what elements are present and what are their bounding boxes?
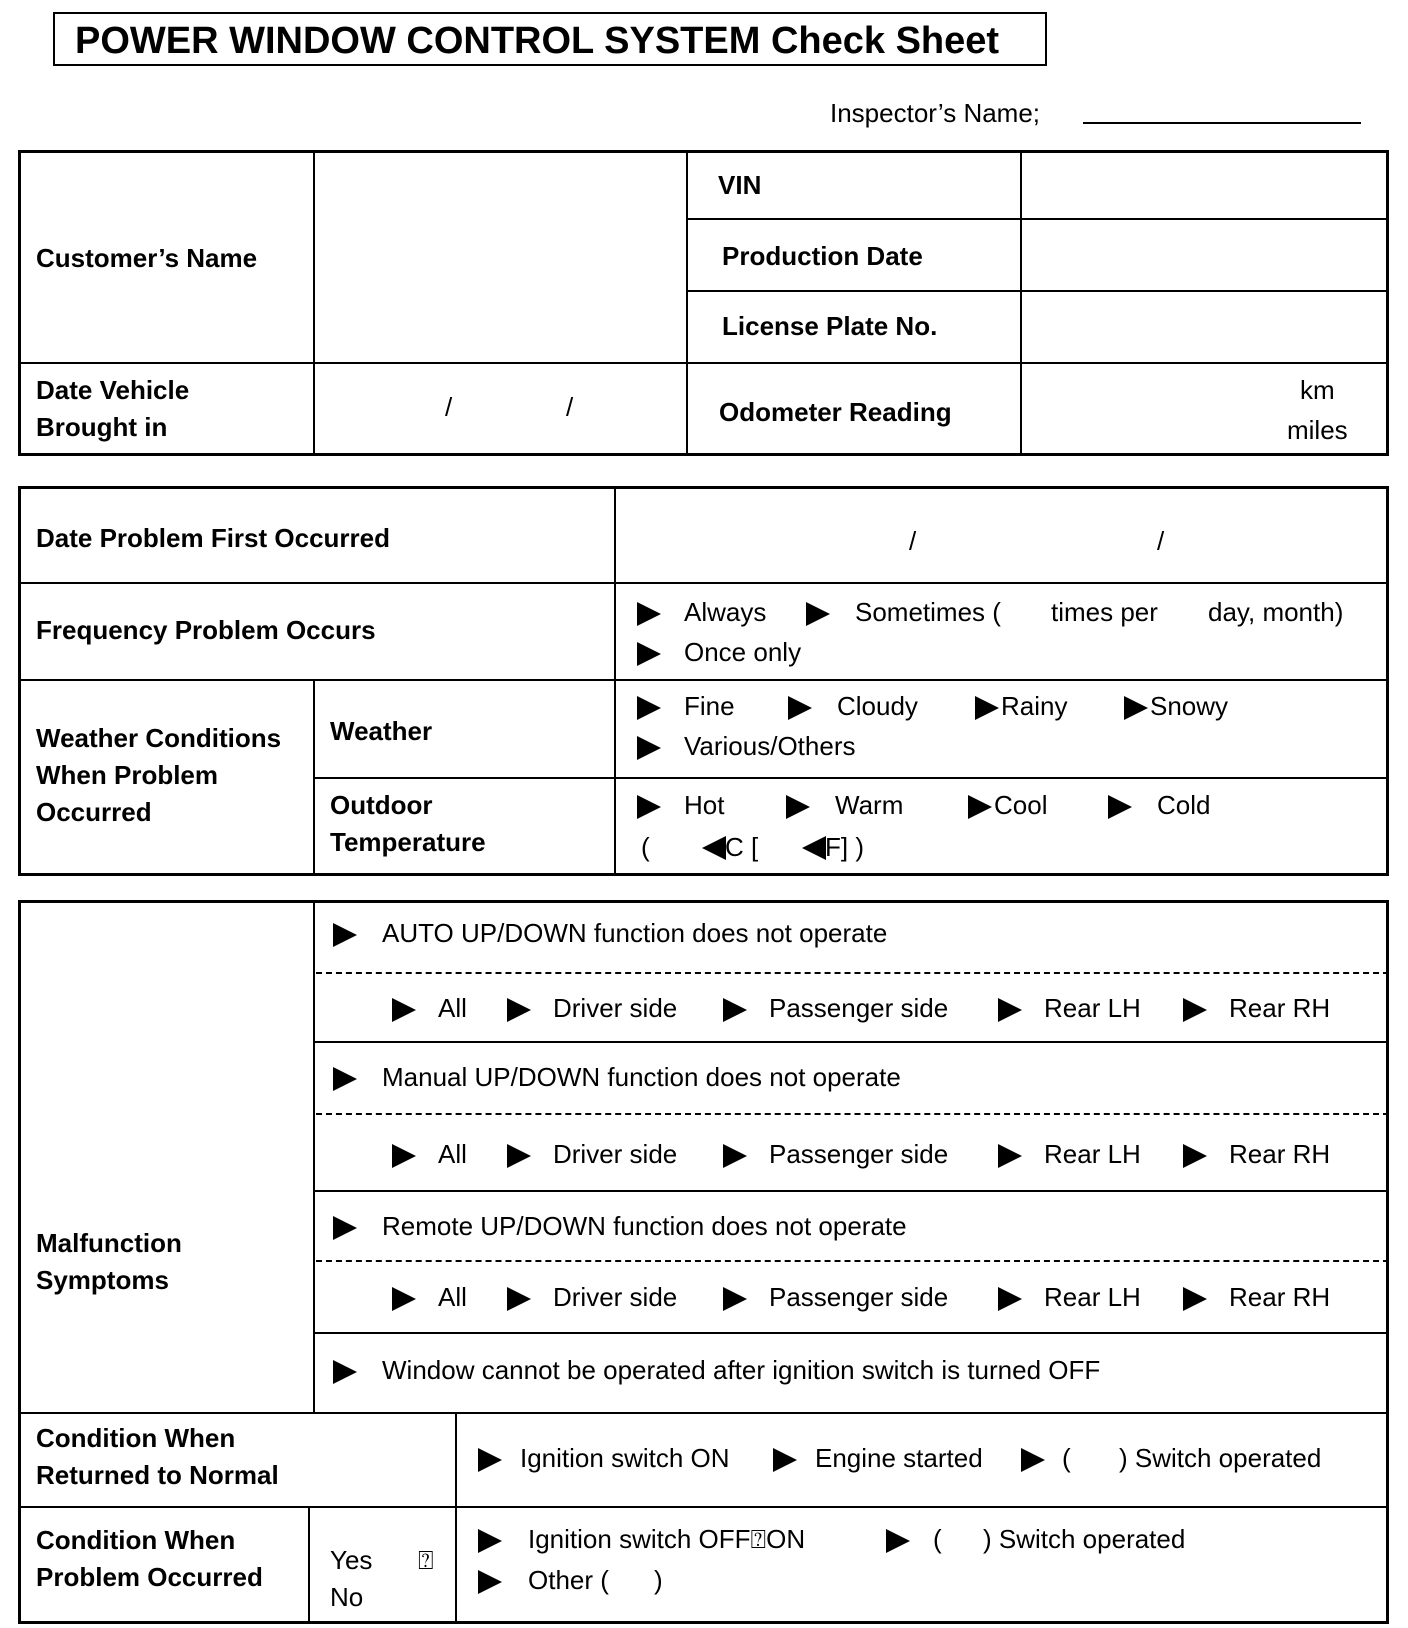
dashed-divider — [316, 972, 1389, 974]
paren-open: ( — [1062, 1443, 1071, 1473]
checkbox-arrow-icon[interactable] — [333, 923, 357, 947]
option-rear-rh: Rear RH — [1229, 1139, 1331, 1169]
checkbox-arrow-icon[interactable] — [723, 1144, 747, 1168]
checkbox-arrow-icon[interactable] — [637, 642, 661, 666]
option-switch-operated: ) Switch operated — [1119, 1443, 1322, 1473]
malfunction-label-l2: Symptoms — [36, 1265, 169, 1295]
option-all: All — [438, 1282, 467, 1312]
checkbox-arrow-icon[interactable] — [392, 1144, 416, 1168]
date-separator: / — [1157, 526, 1165, 556]
option-driver-side: Driver side — [553, 993, 678, 1023]
title-box — [53, 12, 1047, 66]
vin-label: VIN — [718, 170, 762, 200]
degree-arrow-icon — [802, 836, 826, 860]
checkbox-arrow-icon[interactable] — [637, 602, 661, 626]
option-cool: Cool — [994, 790, 1048, 820]
divider — [308, 1506, 310, 1624]
symptom-manual: Manual UP/DOWN function does not operate — [382, 1062, 901, 1092]
outdoor-temp-label-l1: Outdoor — [330, 790, 433, 820]
checkbox-arrow-icon[interactable] — [507, 1287, 531, 1311]
symptom-ignition-off: Window cannot be operated after ignition switch is turned OFF — [382, 1355, 1101, 1385]
option-yes[interactable]: Yes — [330, 1545, 373, 1575]
option-switch-operated: ) Switch operated — [983, 1524, 1186, 1554]
option-all: All — [438, 993, 467, 1023]
paren-open: ( — [933, 1524, 942, 1554]
weather-conditions-label-l1: Weather Conditions — [36, 723, 282, 753]
checkbox-arrow-icon[interactable] — [998, 1287, 1022, 1311]
checkbox-arrow-icon[interactable] — [478, 1529, 502, 1553]
checkbox-arrow-icon[interactable] — [637, 736, 661, 760]
checkbox-arrow-icon[interactable] — [998, 998, 1022, 1022]
option-driver-side: Driver side — [553, 1139, 678, 1169]
dashed-divider — [316, 1260, 1389, 1262]
divider — [313, 900, 315, 1414]
option-warm: Warm — [835, 790, 904, 820]
occurred-label-l1: Condition When — [36, 1525, 236, 1555]
option-other: Other ( — [528, 1565, 609, 1595]
option-rainy: Rainy — [1001, 691, 1068, 721]
option-times-per: times per — [1051, 597, 1158, 627]
checkbox-arrow-icon[interactable] — [392, 1287, 416, 1311]
date-brought-in-label-l2: Brought in — [36, 412, 168, 442]
option-snowy: Snowy — [1150, 691, 1229, 721]
checkbox-arrow-icon[interactable] — [478, 1448, 502, 1472]
option-ignition-on: Ignition switch ON — [520, 1443, 730, 1473]
symptom-remote: Remote UP/DOWN function does not operate — [382, 1211, 907, 1241]
checkbox-arrow-icon[interactable] — [637, 795, 661, 819]
date-separator: / — [909, 526, 917, 556]
option-cold: Cold — [1157, 790, 1211, 820]
date-separator: / — [445, 392, 453, 422]
temp-fahrenheit: F] ) — [825, 832, 864, 862]
option-rear-lh: Rear LH — [1044, 993, 1141, 1023]
checkbox-arrow-icon[interactable] — [886, 1529, 910, 1553]
divider — [1020, 150, 1022, 456]
divider — [18, 679, 1389, 681]
option-sometimes: Sometimes ( — [855, 597, 1001, 627]
option-rear-lh: Rear LH — [1044, 1139, 1141, 1169]
divider — [313, 1332, 1389, 1334]
checkbox-arrow-icon[interactable] — [773, 1448, 797, 1472]
option-day-month: day, month) — [1208, 597, 1344, 627]
divider — [18, 582, 1389, 584]
page-title: POWER WINDOW CONTROL SYSTEM Check Sheet — [75, 20, 1000, 62]
checkbox-arrow-icon[interactable] — [788, 696, 812, 720]
checkbox-arrow-icon[interactable] — [975, 696, 999, 720]
checkbox-arrow-icon[interactable] — [1108, 795, 1132, 819]
checkbox-arrow-icon[interactable] — [1183, 998, 1207, 1022]
checkbox-arrow-icon[interactable] — [723, 998, 747, 1022]
checkbox-arrow-icon[interactable] — [392, 998, 416, 1022]
outdoor-temp-label-l2: Temperature — [330, 827, 486, 857]
checkbox-arrow-icon[interactable] — [1183, 1144, 1207, 1168]
occurred-label-l2: Problem Occurred — [36, 1562, 263, 1592]
temp-celsius: C [ — [725, 832, 759, 862]
option-once-only: Once only — [684, 637, 802, 667]
option-no[interactable]: No — [330, 1582, 364, 1612]
option-cloudy: Cloudy — [837, 691, 918, 721]
divider — [455, 1412, 457, 1624]
divider — [313, 150, 315, 456]
weather-conditions-label-l3: Occurred — [36, 797, 152, 827]
option-ignition-off-on: Ignition switch OFF⍰ON — [528, 1524, 806, 1554]
option-passenger-side: Passenger side — [769, 1139, 949, 1169]
dashed-divider — [316, 1113, 1389, 1115]
inspector-label: Inspector’s Name; — [830, 98, 1041, 128]
odometer-label: Odometer Reading — [719, 397, 952, 427]
yes-mark-icon: ⍰ — [418, 1545, 434, 1575]
checkbox-arrow-icon[interactable] — [333, 1360, 357, 1384]
checkbox-arrow-icon[interactable] — [1021, 1448, 1045, 1472]
divider — [686, 150, 688, 456]
production-date-label: Production Date — [722, 241, 923, 271]
option-various: Various/Others — [684, 731, 856, 761]
checkbox-arrow-icon[interactable] — [998, 1144, 1022, 1168]
option-rear-rh: Rear RH — [1229, 1282, 1331, 1312]
malfunction-label-l1: Malfunction — [36, 1228, 182, 1258]
checkbox-arrow-icon[interactable] — [507, 1144, 531, 1168]
production-date-field[interactable] — [1023, 221, 1386, 289]
temp-open-paren: ( — [641, 832, 650, 862]
divider — [313, 1190, 1389, 1192]
date-brought-in-label-l1: Date Vehicle — [36, 375, 190, 405]
checkbox-arrow-icon[interactable] — [1183, 1287, 1207, 1311]
divider — [18, 1506, 1389, 1508]
option-always: Always — [684, 597, 767, 627]
divider — [614, 486, 616, 876]
checkbox-arrow-icon[interactable] — [786, 795, 810, 819]
checkbox-arrow-icon[interactable] — [333, 1216, 357, 1240]
inspector-name-field[interactable] — [1083, 122, 1361, 124]
other-close-paren: ) — [654, 1565, 663, 1595]
option-fine: Fine — [684, 691, 735, 721]
checkbox-arrow-icon[interactable] — [507, 998, 531, 1022]
checkbox-arrow-icon[interactable] — [1124, 696, 1148, 720]
option-hot: Hot — [684, 790, 725, 820]
option-rear-rh: Rear RH — [1229, 993, 1331, 1023]
divider — [313, 777, 1389, 779]
date-separator: / — [566, 392, 574, 422]
customer-name-label: Customer’s Name — [36, 243, 258, 273]
checkbox-arrow-icon[interactable] — [333, 1067, 357, 1091]
divider — [18, 362, 1389, 364]
divider — [686, 218, 1389, 220]
date-first-occurred-label: Date Problem First Occurred — [36, 523, 390, 553]
divider — [686, 290, 1389, 292]
odometer-unit-km: km — [1300, 375, 1335, 405]
license-plate-field[interactable] — [1023, 293, 1386, 361]
odometer-unit-miles: miles — [1287, 415, 1348, 445]
checkbox-arrow-icon[interactable] — [637, 696, 661, 720]
frequency-label: Frequency Problem Occurs — [36, 615, 376, 645]
license-plate-label: License Plate No. — [722, 311, 938, 341]
option-passenger-side: Passenger side — [769, 1282, 949, 1312]
weather-label: Weather — [330, 716, 433, 746]
option-all: All — [438, 1139, 467, 1169]
degree-arrow-icon — [702, 836, 726, 860]
option-rear-lh: Rear LH — [1044, 1282, 1141, 1312]
vin-field[interactable] — [1023, 153, 1386, 217]
normal-label-l1: Condition When — [36, 1423, 236, 1453]
option-driver-side: Driver side — [553, 1282, 678, 1312]
customer-name-field[interactable] — [316, 153, 684, 360]
checkbox-arrow-icon[interactable] — [478, 1570, 502, 1594]
checkbox-arrow-icon[interactable] — [968, 795, 992, 819]
option-engine-started: Engine started — [815, 1443, 983, 1473]
checkbox-arrow-icon[interactable] — [806, 602, 830, 626]
divider — [18, 1412, 1389, 1414]
option-passenger-side: Passenger side — [769, 993, 949, 1023]
symptom-auto: AUTO UP/DOWN function does not operate — [382, 918, 888, 948]
divider — [313, 1041, 1389, 1043]
normal-label-l2: Returned to Normal — [36, 1460, 279, 1490]
weather-conditions-label-l2: When Problem — [36, 760, 219, 790]
checkbox-arrow-icon[interactable] — [723, 1287, 747, 1311]
